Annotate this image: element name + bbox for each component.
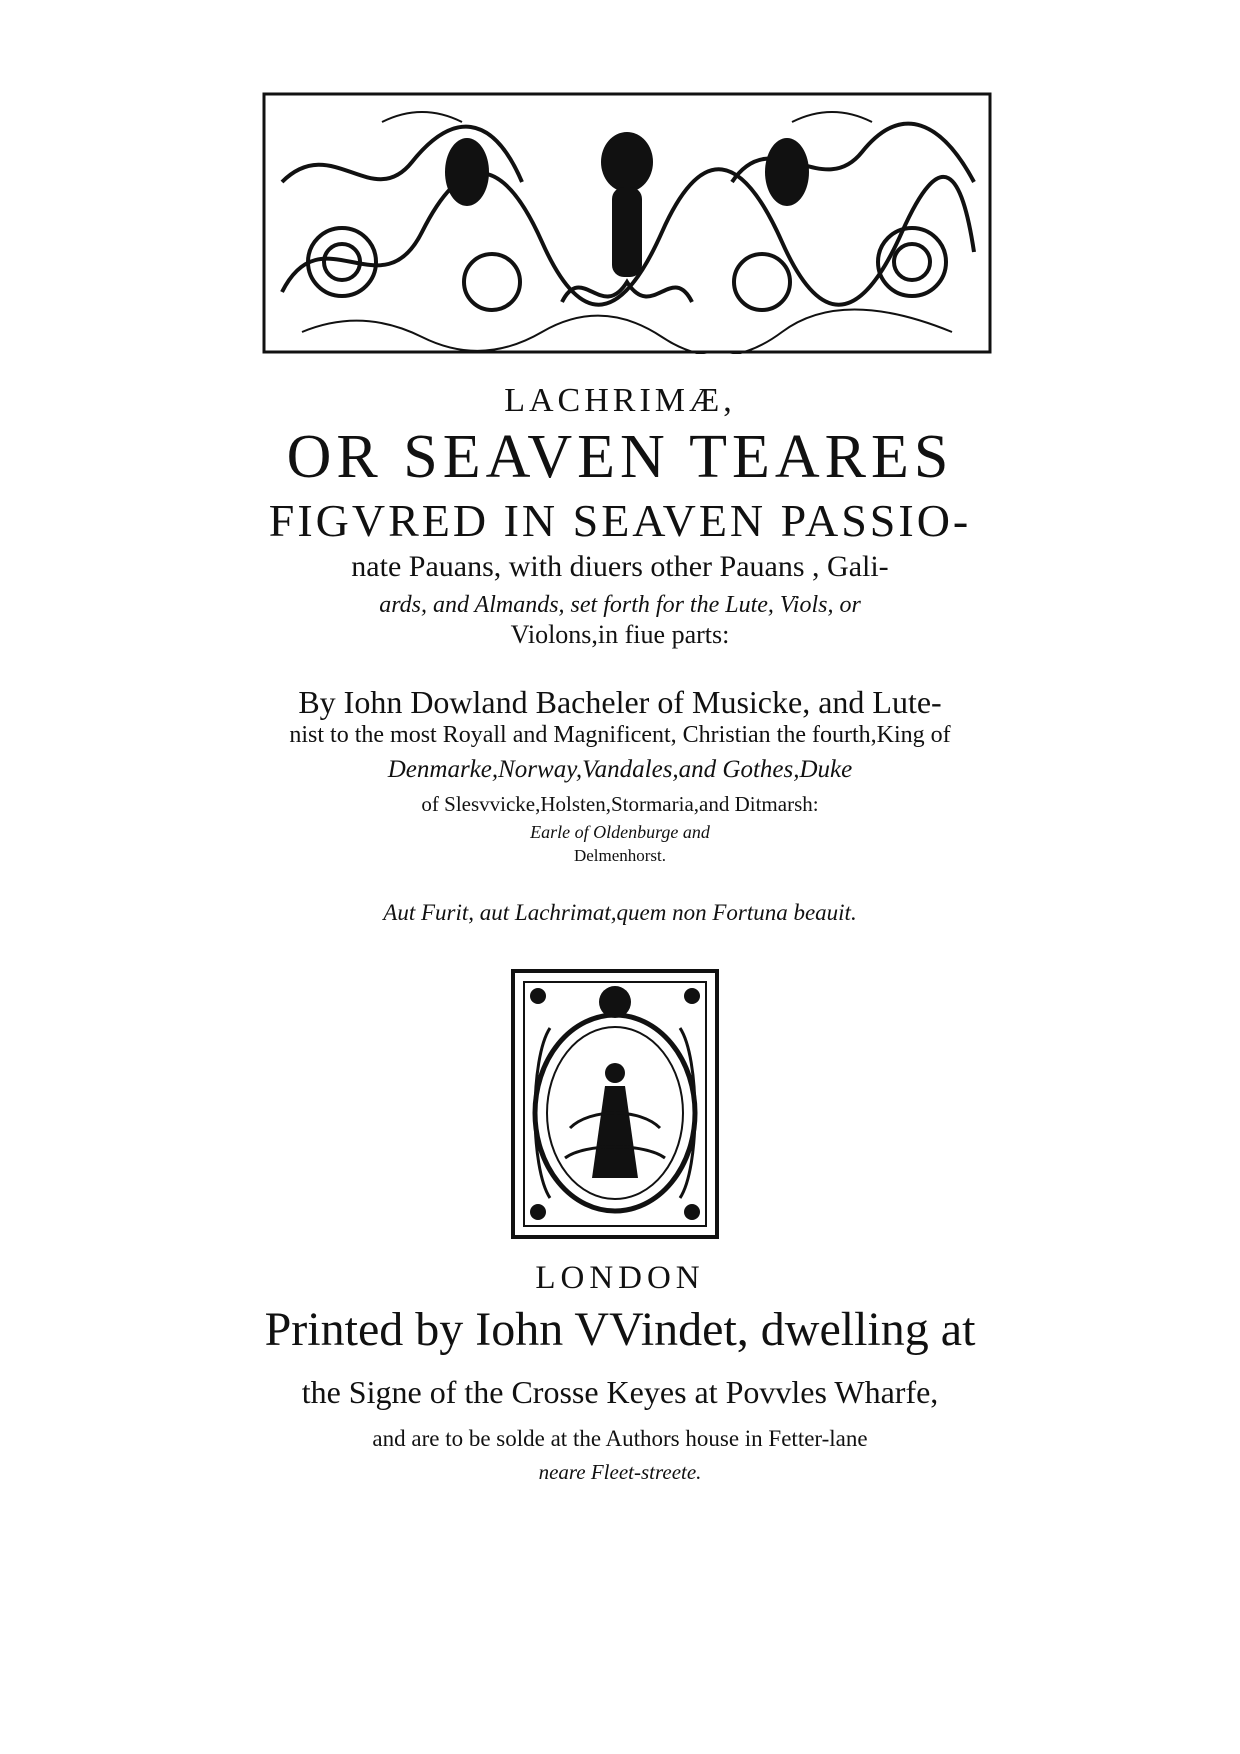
title-line: FIGVRED IN SEAVEN PASSIO- — [268, 495, 972, 546]
title-line: OR SEAVEN TEARES — [286, 423, 954, 491]
ornamental-headpiece — [262, 92, 992, 354]
imprint-line: the Signe of the Crosse Keyes at Povvles Wharfe, — [301, 1374, 939, 1410]
imprint-city: LONDON — [535, 1260, 705, 1296]
imprint-line: neare Fleet-streete. — [538, 1460, 702, 1484]
printers-device — [510, 968, 720, 1240]
author-line: Earle of Oldenburge and — [530, 822, 710, 842]
author-line: Delmenhorst. — [573, 846, 667, 865]
author-line: By Iohn Dowland Bacheler of Musicke, and Lute- — [298, 684, 942, 720]
motto: Aut Furit, aut Lachrimat,quem non Fortuna beauit. — [383, 900, 857, 925]
title-line: ards, and Almands, set forth for the Lute, Viols, or — [379, 592, 861, 618]
imprint-line: Printed by Iohn VVindet, dwelling at — [264, 1303, 976, 1356]
imprint-line: and are to be solde at the Authors house in Fetter-lane — [372, 1426, 868, 1451]
title-line: nate Pauans, with diuers other Pauans , Gali- — [351, 550, 889, 583]
title-line: LACHRIMÆ, — [504, 382, 736, 419]
author-line: of Slesvvicke,Holsten,Stormaria,and Ditmarsh: — [421, 792, 819, 816]
title-line: Violons,in fiue parts: — [510, 620, 730, 649]
author-line: nist to the most Royall and Magnificent, Christian the fourth,King of — [289, 722, 951, 748]
author-line: Denmarke,Norway,Vandales,and Gothes,Duke — [387, 756, 853, 783]
